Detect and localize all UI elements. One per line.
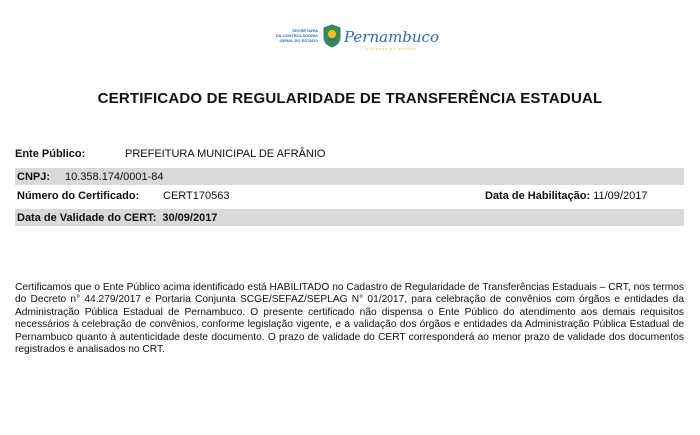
cnpj-row — [15, 168, 684, 185]
ente-value: PREFEITURA MUNICIPAL DE AFRÂNIO — [125, 147, 326, 160]
habilitacao-value: 11/09/2017 — [593, 189, 648, 202]
state-subtitle: GOVERNO DO ESTADO — [366, 47, 417, 51]
ente-label: Ente Público: — [15, 147, 86, 160]
numero-value: CERT170563 — [163, 189, 230, 202]
document-title: CERTIFICADO DE REGULARIDADE DE TRANSFERÊNCIA ESTADUAL — [97, 90, 603, 107]
secretaria-line-2: DA CONTROLADORIA — [275, 33, 318, 38]
secretaria-line-3: GERAL DO ESTADO — [279, 38, 318, 43]
ente-publico-row — [15, 145, 684, 162]
state-emblem-icon — [322, 24, 342, 48]
cnpj-value: 10.358.174/0001-84 — [65, 170, 164, 183]
habilitacao-group — [483, 190, 647, 202]
certificate-body-text: Certificamos que o Ente Público acima identificado está HABILITADO no Cadastro de Regularidade de Transferências Estaduais – CRT, nos termos do Decreto n° 44.279/2017 e Portaria Conjunta SCGE/SEFAZ/SEPLAG N° 01/2017, para celebração de convênios com órgãos e entidades da Administração Pública Estadual de Pernambuco. O presente certificado não dispensa o Ente Público do atendimento aos demais requisitos necessários à celebração de convênios, conforme legislação vigente, e a validação dos órgãos e entidades da Administração Pública Estadual de Pernambuco quanto à autenticidade deste documento. O prazo de validade do CERT corresponderá ao menor prazo de validade dos documentos registrados e analisados no CRT. — [15, 282, 684, 356]
state-name-logo: Pernambuco — [344, 28, 439, 46]
validade-label: Data de Validade do CERT: — [17, 211, 157, 224]
habilitacao-label: Data de Habilitação: — [485, 189, 591, 202]
secretaria-logo-text — [258, 28, 318, 43]
secretaria-line-1: SECRETARIA — [292, 28, 318, 33]
numero-certificado-row — [15, 187, 684, 204]
validade-value: 30/09/2017 — [162, 211, 218, 224]
validade-row — [15, 209, 684, 226]
numero-label: Número do Certificado: — [17, 189, 140, 202]
cnpj-label: CNPJ: — [17, 170, 51, 183]
header-logos — [0, 22, 700, 52]
